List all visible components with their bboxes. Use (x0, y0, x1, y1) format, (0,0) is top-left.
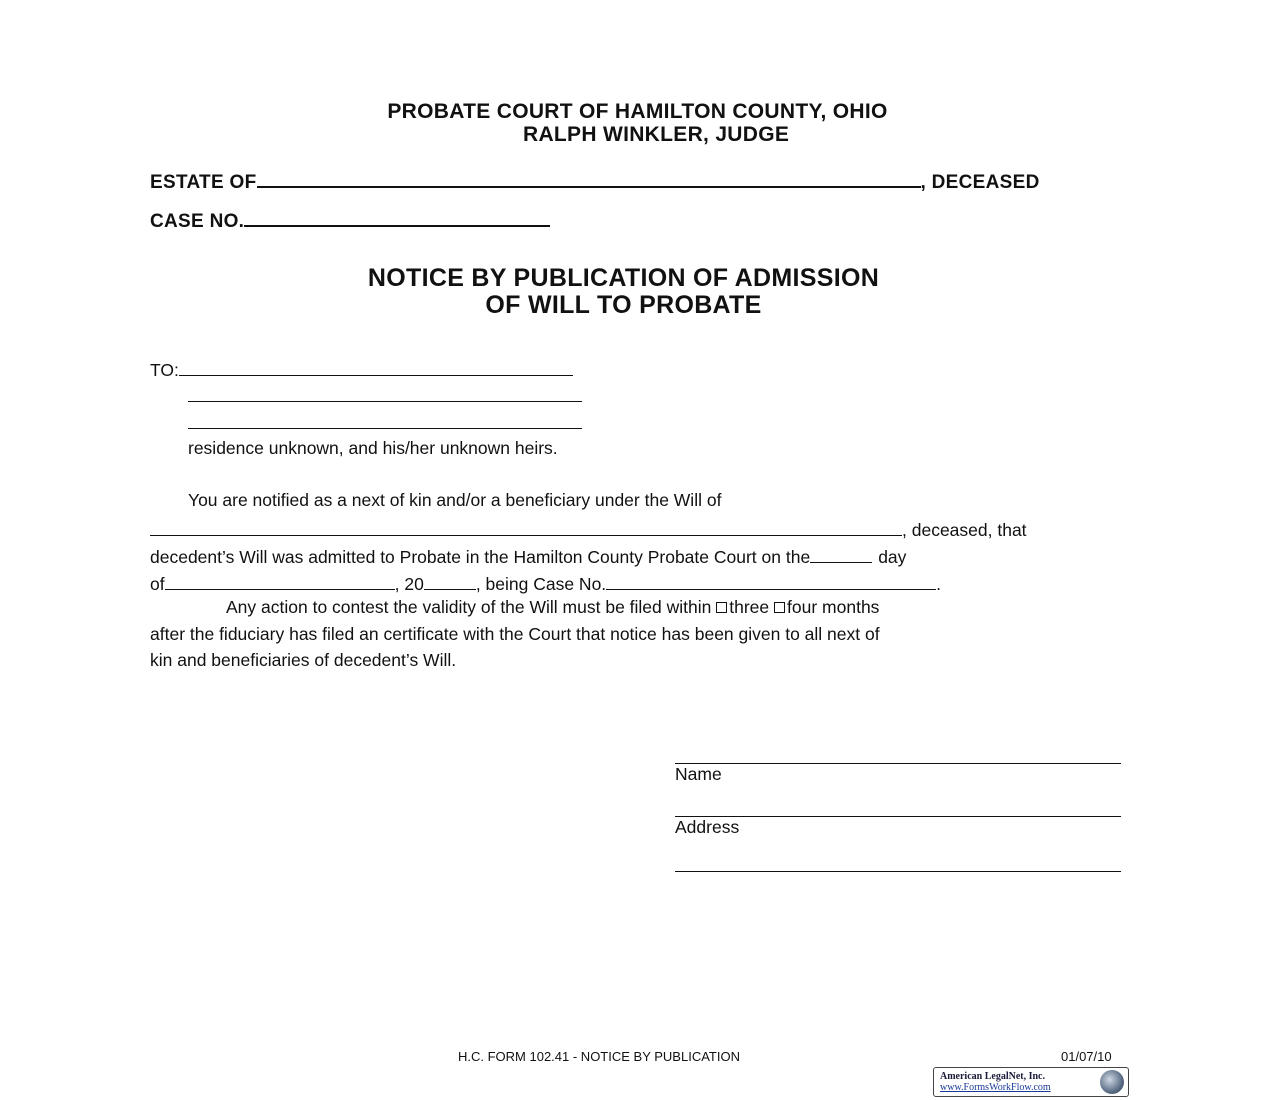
being-case-text: , being Case No. (475, 574, 607, 594)
address-line-1[interactable] (675, 816, 1121, 817)
form-number: H.C. FORM 102.41 - NOTICE BY PUBLICATION (458, 1049, 740, 1064)
of-text: of (150, 574, 165, 594)
address-label: Address (675, 817, 740, 837)
logo-company-name: American LegalNet, Inc. (940, 1071, 1045, 1082)
case-number-field[interactable] (244, 207, 550, 227)
form-date: 01/07/10 (1061, 1049, 1112, 1064)
name-label: Name (675, 764, 722, 784)
month-field[interactable] (165, 571, 395, 590)
three-label: three (729, 597, 770, 617)
year-field[interactable] (424, 571, 476, 590)
period-text: . (936, 574, 942, 594)
address-line-2[interactable] (675, 871, 1121, 872)
globe-icon (1100, 1070, 1124, 1094)
admitted-text: decedent’s Will was admitted to Probate in the Hamilton County Probate Court on the (150, 547, 811, 567)
to-field-3[interactable] (188, 428, 582, 429)
probate-case-field[interactable] (606, 571, 936, 590)
four-months-label: four months (787, 597, 880, 617)
deceased-that-text: , deceased, that (902, 520, 1027, 540)
notice-line-1: You are notified as a next of kin and/or a beneficiary under the Will of (188, 490, 722, 510)
to-label: TO: (150, 360, 179, 380)
to-field-1[interactable] (179, 357, 573, 376)
residence-text: residence unknown, and his/her unknown heirs. (188, 438, 558, 458)
court-title: PROBATE COURT OF HAMILTON COUNTY, OHIO (387, 100, 888, 123)
estate-name-field[interactable] (257, 168, 921, 188)
contest-line-3: kin and beneficiaries of decedent’s Will. (150, 650, 457, 670)
day-field[interactable] (810, 544, 872, 563)
contest-lead-text: Any action to contest the validity of the Will must be filed within (226, 597, 712, 617)
judge-name: RALPH WINKLER, JUDGE (523, 123, 790, 146)
contest-line-2: after the fiduciary has filed an certificate with the Court that notice has been given to all next of (150, 624, 880, 644)
american-legalnet-logo (933, 1067, 1129, 1097)
form-title-line1: NOTICE BY PUBLICATION OF ADMISSION (367, 264, 880, 292)
deceased-label: , DECEASED (920, 172, 1040, 193)
name-signature-line[interactable] (675, 763, 1121, 764)
three-months-checkbox[interactable] (716, 602, 727, 613)
decedent-name-field[interactable] (150, 517, 902, 536)
logo-website-link[interactable]: www.FormsWorkFlow.com (940, 1082, 1051, 1093)
case-number-label: CASE NO. (150, 211, 245, 232)
estate-label: ESTATE OF (150, 172, 257, 193)
to-field-2[interactable] (188, 401, 582, 402)
year-prefix-text: , 20 (394, 574, 424, 594)
four-months-checkbox[interactable] (774, 602, 785, 613)
day-text: day (878, 547, 907, 567)
form-title-line2: OF WILL TO PROBATE (485, 291, 762, 319)
